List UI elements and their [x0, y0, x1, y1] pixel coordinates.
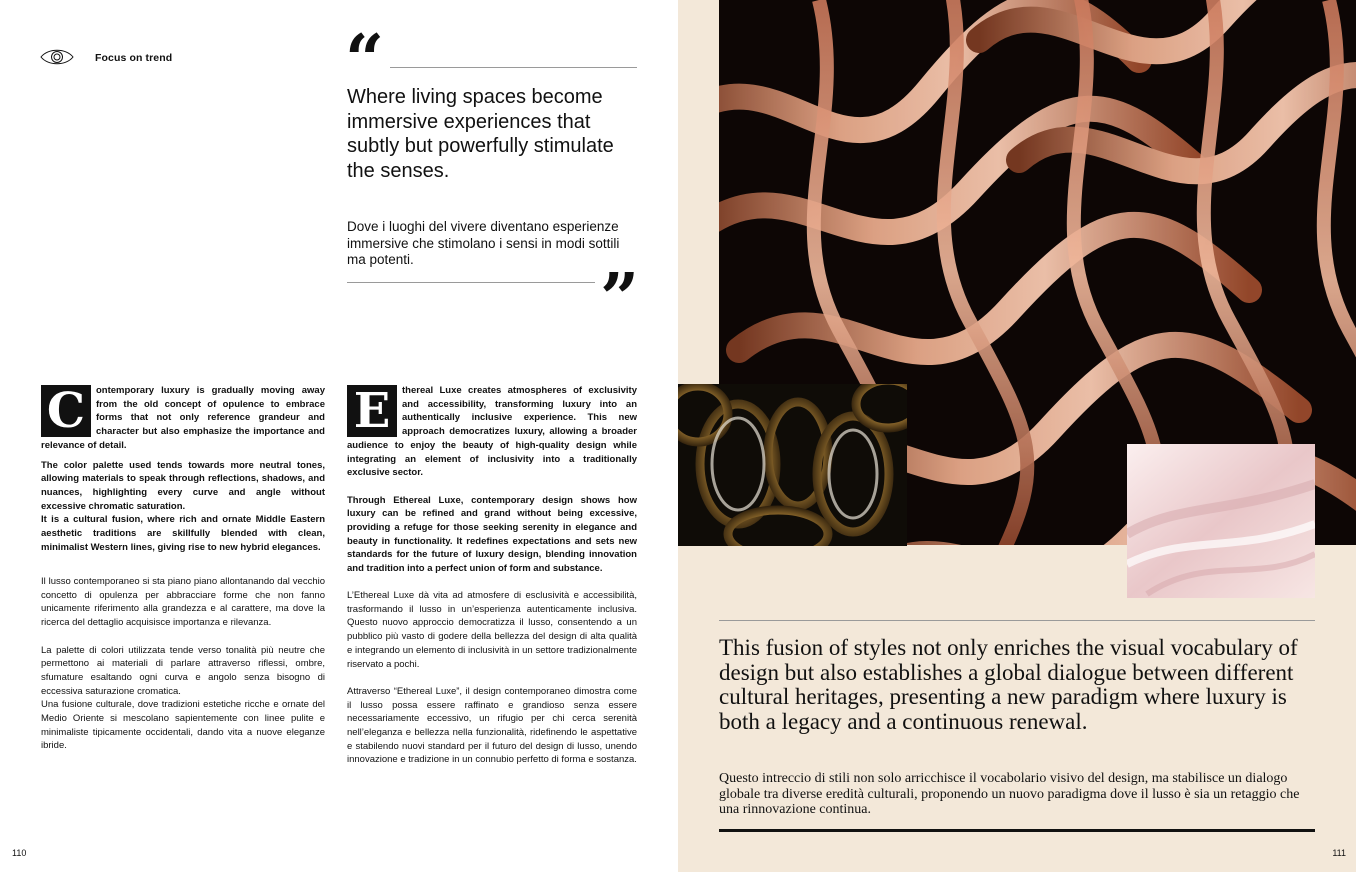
column-a-en-paragraph-3: It is a cultural fusion, where rich and ornate Middle Eastern aesthetic traditions are skillfully blended with clean, minimalist Western lines, giving rise to new hybrid elegances.	[41, 514, 325, 553]
column-a-it-paragraph-2: La palette di colori utilizzata tende verso tonalità più neutre che permettono ai materiali di parlare attraverso riflessi, ombre, sfumature esaltando ogni curva e angolo senza bisogno di eccessiva saturazione cromatica.	[41, 644, 325, 697]
silk-fabric-image	[1127, 444, 1315, 598]
column-a-en-p1-text: ontemporary luxury is gradually moving away from the old concept of opulence to embrace forms that not only reference grandeur and character but also emphasize the importance and relevance of detail.	[41, 385, 325, 451]
right-divider-top	[719, 620, 1315, 621]
section-label: Focus on trend	[95, 52, 173, 64]
column-b-it-paragraph-2: Attraverso “Ethereal Luxe”, il design contemporaneo dimostra come il lusso possa essere raffinato e grandioso senza essere necessariamente eccessivo, un rifugio per chi cerca serenità nell’eleganza e bellezza nella funzionalità, ridefinendo le aspettative e stabilendo nuovi standard per il futuro del design di lusso, unendo innovazione e tradizione in un connubio perfetto di forma e sostanza.	[347, 685, 637, 766]
page-number-left: 110	[12, 848, 27, 858]
right-divider-bottom	[719, 829, 1315, 832]
column-b-english	[347, 384, 637, 576]
column-a-it-paragraph-3: Una fusione culturale, dove tradizioni estetiche ricche e ornate del Medio Oriente si mescolano sapientemente con linee pulite e minimaliste tipicamente occidentali, dando vita a nuove eleganze ibride.	[41, 699, 325, 752]
column-a-italian	[41, 575, 325, 753]
silk-fabric-illustration	[1127, 444, 1315, 598]
quote-open-mark: “	[345, 20, 385, 100]
column-a-it-paragraph-1: Il lusso contemporaneo si sta piano piano allontanando dal vecchio concetto di opulenza per abbracciare forme che non fanno unicamente riferimento alla grandezza e al carattere, ma dove la ricerca del dettaglio acquisisce importanza e rilevanza.	[41, 576, 325, 629]
dropcap-c: C	[41, 385, 91, 437]
column-a-english	[41, 384, 325, 554]
dropcap-e: E	[347, 385, 397, 437]
fusion-statement-italian: Questo intreccio di stili non solo arricchisce il vocabolario visivo del design, ma stabilisce un dialogo globale tra diverse eredità culturali, proponendo un nuovo paradigma dove il lusso è sia un retaggio che una rinnovazione continua.	[719, 771, 1300, 817]
page-number-right: 111	[1332, 848, 1346, 858]
column-b-it-paragraph-1: L’Ethereal Luxe dà vita ad atmosfere di esclusività e accessibilità, trasformando il lusso in un’esperienza autenticamente inclusiva. Questo nuovo approccio democratizza il lusso, consentendo a un pubblico più vasto di godere della bellezza del design di alta qualità e integrando un elemento di inclusività in un settore tradizionalmente riservato a pochi.	[347, 590, 637, 670]
column-b-en-paragraph-1	[347, 384, 637, 480]
pull-quote-english: Where living spaces become immersive experiences that subtly but powerfully stimulate the senses.	[347, 86, 614, 182]
quote-divider-bottom	[347, 282, 595, 283]
column-b-italian	[347, 589, 637, 767]
right-page	[678, 0, 1356, 872]
column-a-en-paragraph-1	[41, 384, 325, 453]
quote-divider-top	[390, 67, 637, 68]
fusion-statement-english: This fusion of styles not only enriches the visual vocabulary of design but also establishes a global dialogue between different cultural heritages, presenting a new paradigm where luxury is both a legacy and a continuous renewal.	[719, 635, 1298, 734]
quote-close-mark: ”	[600, 259, 640, 339]
pull-quote-italian: Dove i luoghi del vivere diventano esperienze immersive che stimolano i sensi in modi sottili ma potenti.	[347, 219, 620, 267]
column-b-en-paragraph-2: Through Ethereal Luxe, contemporary design shows how luxury can be refined and grand without being excessive, providing a refuge for those seeking serenity in elegance and beauty in functionality. It redefines expectations and sets new standards for the future of luxury design, blending innovation and tradition into a perfect union of form and substance.	[347, 494, 637, 575]
gold-sculpture-illustration	[678, 384, 907, 546]
column-b-en-p1-text: thereal Luxe creates atmospheres of exclusivity and accessibility, transforming luxury into an authentically inclusive experience. This new approach democratizes luxury, allowing a broader audience to enjoy the beauty of high-quality design while integrating an element of inclusivity into a traditionally exclusive sector.	[347, 385, 637, 479]
gold-sculpture-image	[678, 384, 907, 546]
eye-icon	[40, 47, 74, 67]
column-a-en-paragraph-2: The color palette used tends towards more neutral tones, allowing materials to speak through reflections, shadows, and nuances, highlighting every curve and angle without excessive chromatic saturation.	[41, 459, 325, 512]
